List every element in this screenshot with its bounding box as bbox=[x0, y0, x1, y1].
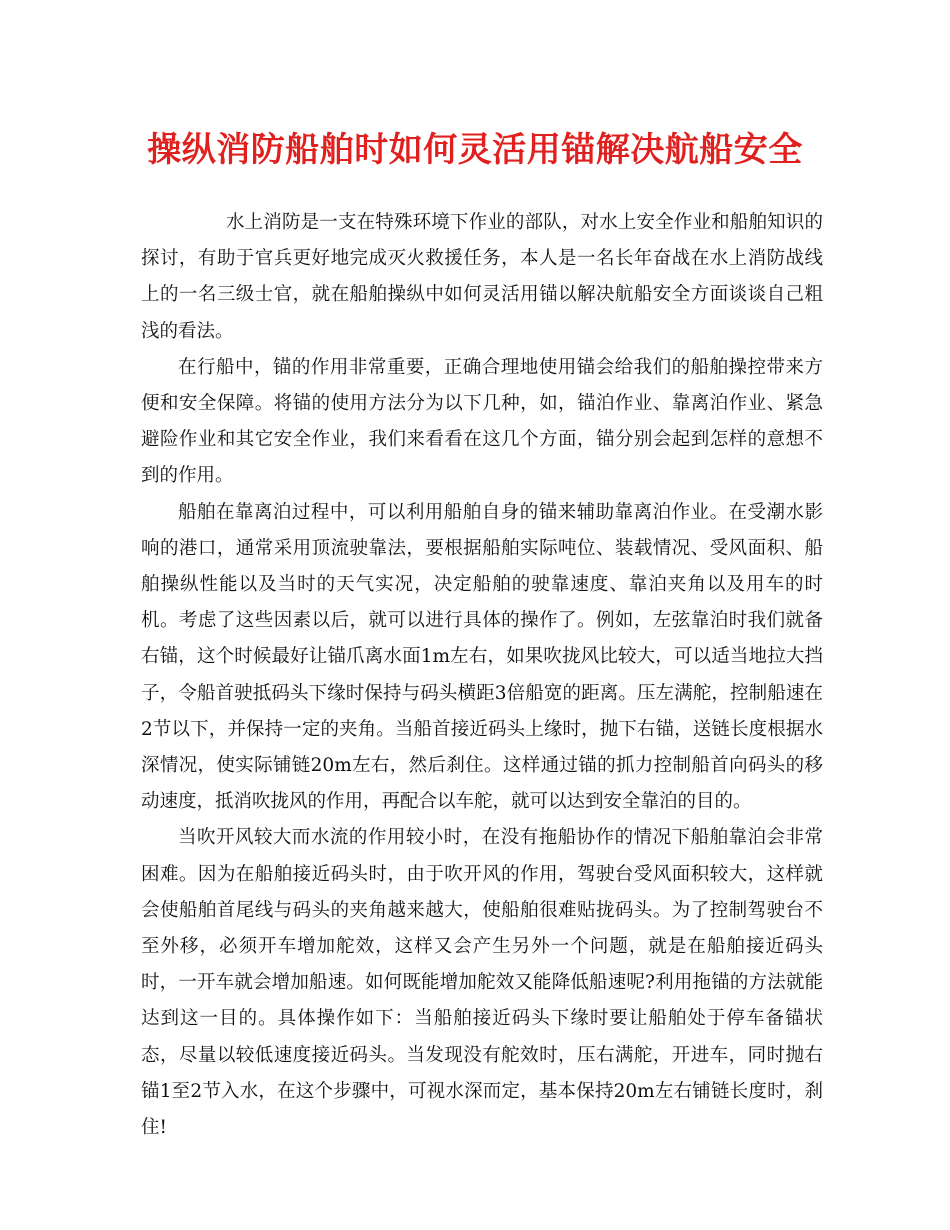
paragraph-intro: 水上消防是一支在特殊环境下作业的部队，对水上安全作业和船舶知识的探讨，有助于官兵更好地完成灭火救援任务，本人是一名长年奋战在水上消防战线上的一名三级士官，就在船舶操纵中如何灵活用锚以解决航船安全方面谈谈自己粗浅的看法。 bbox=[141, 212, 823, 342]
paragraph-berthing-current: 船舶在靠离泊过程中，可以利用船舶自身的锚来辅助靠离泊作业。在受潮水影响的港口，通常采用顶流驶靠法，要根据船舶实际吨位、装载情况、受风面积、船舶操纵性能以及当时的天气实况，决定船舶的驶靠速度、靠泊夹角以及用车的时机。考虑了这些因素以后，就可以进行具体的操作了。例如，左弦靠泊时我们就备右锚，这个时候最好让锚爪离水面1m左右，如果吹拢风比较大，可以适当地拉大挡子，令船首驶抵码头下缘时保持与码头横距3倍船宽的距离。压左满舵，控制船速在2节以下，并保持一定的夹角。当船首接近码头上缘时，抛下右锚，送链长度根据水深情况，使实际铺链20m左右，然后刹住。这样通过锚的抓力控制船首向码头的移动速度，抵消吹拢风的作用，再配合以车舵，就可以达到安全靠泊的目的。 bbox=[141, 501, 823, 813]
paragraph-berthing-wind: 当吹开风较大而水流的作用较小时，在没有拖船协作的情况下船舶靠泊会非常困难。因为在船舶接近码头时，由于吹开风的作用，驾驶台受风面积较大，这样就会使船舶首尾线与码头的夹角越来越大，使船舶很难贴拢码头。为了控制驾驶台不至外移，必须开车增加舵效，这样又会产生另外一个问题，就是在船舶接近码头时，一开车就会增加船速。如何既能增加舵效又能降低船速呢?利用拖锚的方法就能达到这一目的。具体操作如下：当船舶接近码头下缘时要让船舶处于停车备锚状态，尽量以较低速度接近码头。当发现没有舵效时，压右满舵，开进车，同时抛右锚1至2节入水，在这个步骤中，可视水深而定，基本保持20m左右铺链长度时，刹住! bbox=[141, 827, 823, 1139]
document-title: 操纵消防船舶时如何灵活用锚解决航船安全 bbox=[147, 130, 803, 170]
document-body bbox=[141, 205, 823, 1146]
paragraph-anchor-usage: 在行船中，锚的作用非常重要，正确合理地使用锚会给我们的船舶操控带来方便和安全保障。将锚的使用方法分为以下几种，如，锚泊作业、靠离泊作业、紧急避险作业和其它安全作业，我们来看看在这几个方面，锚分别会起到怎样的意想不到的作用。 bbox=[141, 356, 823, 487]
